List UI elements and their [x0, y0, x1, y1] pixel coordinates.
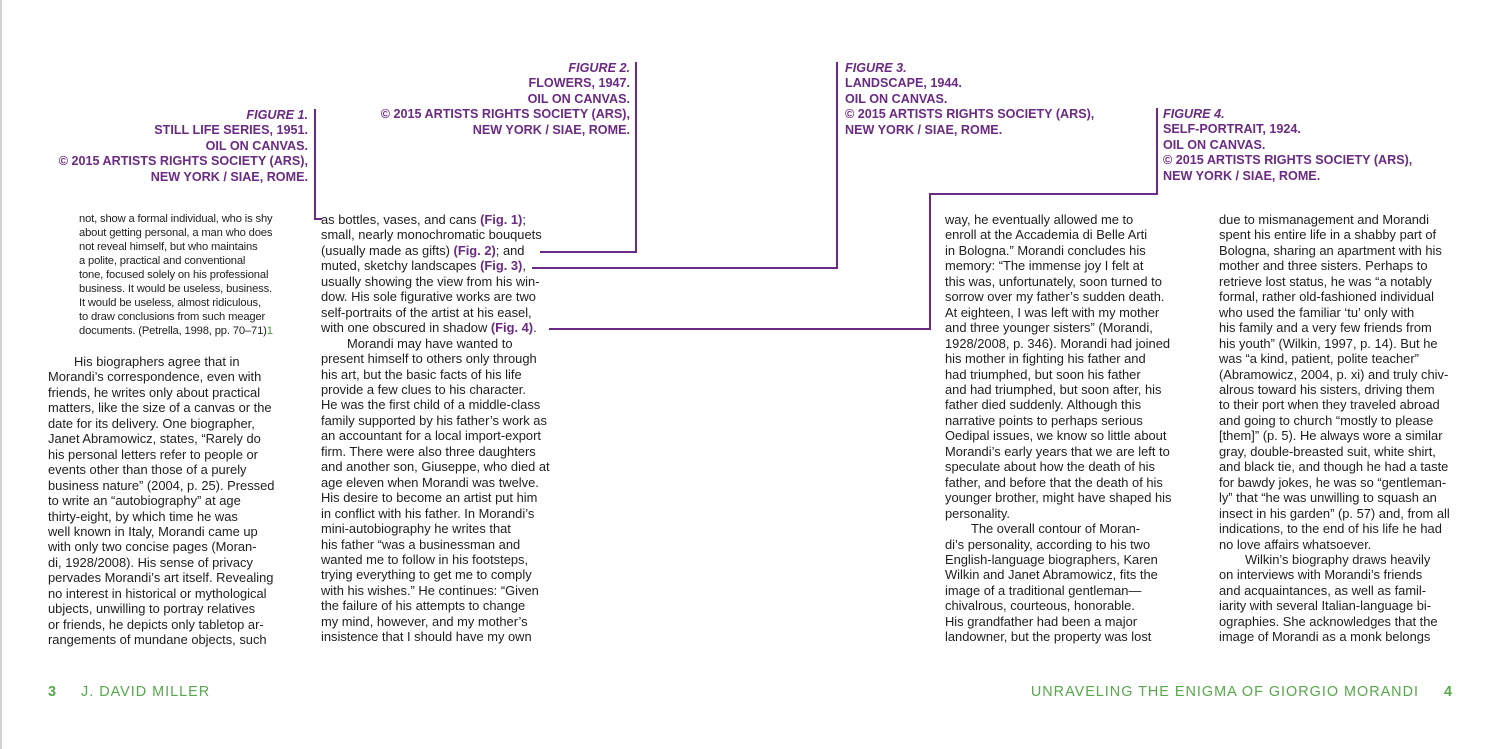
fig-1-reference[interactable]: (Fig. 1): [480, 212, 523, 227]
paragraph-line: memory: “The immense joy I felt at: [945, 258, 1144, 274]
paragraph-line: events other than those of a purely: [48, 462, 247, 478]
page-number-right: 4: [1443, 684, 1452, 700]
paragraph-line: dow. His sole figurative works are two: [321, 289, 536, 305]
figure-4-leader-vertical-caption: [1156, 108, 1158, 195]
paragraph-line: [321, 258, 550, 273]
figure-1-title: STILL LIFE SERIES, 1951.: [154, 123, 308, 138]
paragraph-line: ubjects, unwilling to portray relatives: [48, 601, 256, 617]
paragraph-line: ly” that “he was unwilling to squash an: [1219, 490, 1437, 506]
paragraph-line: narrative points to perhaps serious: [945, 412, 1143, 428]
figure-3-label: FIGURE 3.: [845, 61, 907, 75]
paragraph-line: Wilkin’s biography draws heavily: [1245, 551, 1431, 567]
paragraph-line: and going to church “mostly to please: [1219, 412, 1434, 428]
quote-line: business. It would be useless, business.: [79, 283, 272, 296]
paragraph-line: age eleven when Morandi was twelve.: [321, 474, 539, 490]
figure-3-location: NEW YORK / SIAE, ROME.: [845, 122, 1003, 137]
paragraph-line: and three younger sisters” (Morandi,: [945, 320, 1153, 336]
paragraph-line: his father “was a businessman and: [321, 536, 521, 552]
text-run: as bottles, vases, and cans: [321, 212, 481, 227]
paragraph-line: business nature” (2004, p. 25). Pressed: [48, 477, 275, 493]
figure-4-leader-top: [929, 193, 1158, 195]
paragraph-line: gray, double-breasted suit, white shirt,: [1219, 443, 1436, 459]
paragraph-line: his personal letters refer to people or: [48, 446, 258, 462]
paragraph-line: firm. There were also three daughters: [321, 443, 536, 459]
paragraph-line: spent his entire life in a shabby part of: [1219, 227, 1437, 243]
text-run: .: [533, 320, 537, 336]
paragraph-line: image of a traditional gentleman—: [945, 582, 1142, 598]
quote-line: not reveal himself, but who maintains: [79, 241, 258, 254]
text-run: (usually made as gifts): [321, 242, 454, 258]
text-run: ; and: [495, 242, 525, 258]
paragraph-line: di’s personality, according to his two: [945, 536, 1151, 552]
paragraph-line: sorrow over my father’s sudden death.: [945, 289, 1165, 305]
paragraph-line: self-portraits of the artist at his easel,: [321, 304, 532, 320]
paragraph-line: for bawdy jokes, he was so “gentleman-: [1219, 474, 1447, 490]
paragraph-line: personality.: [945, 505, 1010, 521]
paragraph-line: At eighteen, I was left with my mother: [945, 304, 1160, 320]
paragraph-line: way, he eventually allowed me to: [945, 212, 1134, 227]
paragraph-line: father died suddenly. Although this: [945, 397, 1142, 413]
body-column-2: [321, 212, 550, 645]
page-edge: [0, 0, 2, 749]
paragraph-line: an accountant for a local import-export: [321, 428, 541, 444]
paragraph-line: English-language biographers, Karen: [945, 551, 1158, 567]
paragraph-line: to write an “autobiography” at age: [48, 493, 241, 509]
paragraph-line: his mother in fighting his father and: [945, 351, 1146, 367]
figure-4-location: NEW YORK / SIAE, ROME.: [1163, 168, 1321, 183]
paragraph-line: ographies. She acknowledges that the: [1219, 613, 1438, 629]
paragraph-line: due to mismanagement and Morandi: [1219, 212, 1429, 227]
paragraph-line: well known in Italy, Morandi came up: [48, 523, 258, 539]
paragraph-line: indications, to the end of his life he had: [1219, 521, 1442, 537]
paragraph-line: alrous toward his sisters, driving them: [1219, 381, 1435, 397]
paragraph-line: Morandi may have wanted to: [347, 335, 513, 351]
paragraph-line: his family and a very few friends from: [1219, 320, 1432, 336]
paragraph-line: The overall contour of Moran-: [971, 521, 1141, 537]
paragraph-line: family supported by his father’s work as: [321, 412, 547, 428]
paragraph-line: Morandi’s correspondence, even with: [48, 369, 262, 385]
paragraph-line: chivalrous, courteous, honorable.: [945, 598, 1135, 614]
paragraph-line: trying everything to get me to comply: [321, 567, 532, 583]
quote-citation: documents. (Petrella, 1998, pp. 70–71): [79, 325, 267, 338]
figure-2-medium: OIL ON CANVAS.: [527, 91, 630, 106]
paragraph-line: wanted me to follow in his footsteps,: [321, 551, 529, 567]
figure-3-title: LANDSCAPE, 1944.: [845, 76, 962, 91]
quote-line: tone, focused solely on his professional: [79, 269, 269, 282]
figure-2-leader-vertical: [635, 62, 637, 253]
paragraph-line: father, and before that the death of his: [945, 474, 1163, 490]
paragraph-line: and black tie, and though he had a taste: [1219, 459, 1449, 475]
paragraph-line: on interviews with Morandi’s friends: [1219, 567, 1423, 583]
paragraph-line: in Bologna.” Morandi concludes his: [945, 242, 1146, 258]
body-column-3: [945, 212, 1171, 645]
paragraph-line: no interest in historical or mythological: [48, 585, 267, 601]
paragraph-line: with his wishes.” He continues: “Given: [321, 582, 539, 598]
paragraph-line: thirty-eight, by which time he was: [48, 508, 238, 524]
paragraph-line: in conflict with his father. In Morandi’s: [321, 505, 535, 521]
figure-4-caption: [1163, 107, 1412, 184]
paragraph-line: small, nearly monochromatic bouquets: [321, 227, 542, 243]
text-run: ,: [522, 258, 526, 274]
text-run: with one obscured in shadow: [321, 320, 491, 336]
figure-3-leader-horizontal: [532, 267, 838, 269]
paragraph-line: his art, but the basic facts of his life: [321, 366, 522, 382]
quote-line: not, show a formal individual, who is shy: [79, 213, 273, 225]
paragraph-line: 1928/2008, p. 346). Morandi had joined: [945, 335, 1171, 351]
fig-2-reference[interactable]: (Fig. 2): [453, 242, 496, 258]
paragraph-line: my mind, however, and my mother’s: [321, 613, 528, 629]
figure-2-caption: [381, 61, 630, 138]
figure-4-label: FIGURE 4.: [1163, 107, 1225, 121]
figure-4-leader-bottom: [549, 328, 931, 330]
paragraph-line: iarity with several Italian-language bi-: [1219, 598, 1432, 614]
paragraph-line: and acquaintances, as well as famil-: [1219, 582, 1427, 598]
paragraph-line: Morandi’s early years that we are left to: [945, 443, 1170, 459]
footer-right: [1031, 684, 1452, 700]
paragraph-line: image of Morandi as a monk belongs: [1219, 629, 1431, 645]
figure-2-title: FLOWERS, 1947.: [528, 76, 630, 91]
figure-3-caption: [845, 61, 1094, 138]
paragraph-line: younger brother, might have shaped his: [945, 490, 1172, 506]
paragraph-line: friends, he writes only about practical: [48, 384, 261, 400]
paragraph-line: Oedipal issues, we know so little about: [945, 428, 1167, 444]
paragraph-line: insistence that I should have my own: [321, 629, 532, 645]
paragraph-line: Wilkin and Janet Abramowicz, fits the: [945, 567, 1158, 583]
paragraph-line: His desire to become an artist put him: [321, 490, 538, 506]
paragraph-line: (Abramowicz, 2004, p. xi) and truly chiv-: [1219, 366, 1449, 382]
paragraph-line: Bologna, sharing an apartment with his: [1219, 242, 1442, 258]
paragraph-line: usually showing the view from his win-: [321, 273, 540, 289]
paragraph-line: mother and three sisters. Perhaps to: [1219, 258, 1428, 274]
footnote-marker[interactable]: 1: [266, 325, 273, 338]
body-column-1: [48, 354, 274, 648]
paragraph-line: Janet Abramowicz, states, “Rarely do: [48, 431, 261, 447]
figure-4-rights: © 2015 ARTISTS RIGHTS SOCIETY (ARS),: [1163, 153, 1413, 168]
paragraph-line: mini-autobiography he writes that: [321, 521, 511, 537]
quote-line: to draw conclusions from such meager: [79, 311, 266, 324]
paragraph-line: He was the first child of a middle-class: [321, 397, 541, 413]
paragraph-line: had triumphed, but soon his father: [945, 366, 1141, 382]
paragraph-line: [321, 320, 550, 335]
figure-1-label: FIGURE 1.: [246, 108, 308, 122]
paragraph-line: His biographers agree that in: [74, 354, 240, 369]
figure-2-leader-horizontal: [540, 251, 637, 253]
figure-2-location: NEW YORK / SIAE, ROME.: [472, 122, 630, 137]
paragraph-line: date for its delivery. One biographer,: [48, 415, 255, 431]
figure-2-rights: © 2015 ARTISTS RIGHTS SOCIETY (ARS),: [380, 107, 630, 122]
paragraph-line: His grandfather had been a major: [945, 613, 1138, 629]
text-run: ;: [522, 212, 526, 227]
paragraph-line: pervades Morandi’s art itself. Revealing: [48, 570, 274, 586]
text-run: muted, sketchy landscapes: [321, 258, 481, 274]
fig-3-reference[interactable]: (Fig. 3): [480, 258, 523, 274]
figure-1-leader-vertical: [314, 109, 316, 220]
quote-line-last: [79, 324, 273, 338]
paragraph-line: provide a few clues to his character.: [321, 381, 526, 397]
paragraph-line: di, 1928/2008). His sense of privacy: [48, 554, 253, 570]
figure-4-leader-vertical-body: [929, 193, 931, 330]
paragraph-line: was “a kind, patient, polite teacher”: [1219, 351, 1419, 367]
figure-1-caption: [59, 108, 308, 185]
quote-line: It would be useless, almost ridiculous,: [79, 297, 261, 310]
paragraph-line: insect in his garden” (p. 57) and, from all: [1219, 505, 1450, 521]
figure-1-medium: OIL ON CANVAS.: [205, 138, 308, 153]
paragraph-line: matters, like the size of a canvas or the: [48, 400, 272, 416]
figure-2-label: FIGURE 2.: [568, 61, 630, 75]
paragraph-line: retrieve lost status, he was “a notably: [1219, 273, 1432, 289]
paragraph-line: [321, 212, 550, 227]
paragraph-line: and another son, Giuseppe, who died at: [321, 459, 550, 475]
paragraph-line: the failure of his attempts to change: [321, 598, 526, 614]
figure-1-location: NEW YORK / SIAE, ROME.: [150, 169, 308, 184]
paragraph-line: landowner, but the property was lost: [945, 629, 1152, 645]
paragraph-line: with only two concise pages (Moran-: [48, 539, 257, 555]
paragraph-line: no love affairs whatsoever.: [1219, 536, 1372, 552]
running-head-author: J. DAVID MILLER: [81, 684, 211, 700]
figure-3-leader-vertical: [836, 62, 838, 269]
paragraph-line: his youth” (Wilkin, 1997, p. 14). But he: [1219, 335, 1438, 351]
footer-left: [48, 684, 210, 700]
running-head-title: UNRAVELING THE ENIGMA OF GIORGIO MORANDI: [1030, 684, 1419, 700]
figure-4-medium: OIL ON CANVAS.: [1163, 137, 1266, 152]
quote-line: about getting personal, a man who does: [79, 227, 273, 240]
paragraph-line: or friends, he depicts only tabletop ar-: [48, 616, 264, 632]
paragraph-line: [321, 243, 550, 258]
paragraph-line: rangements of mundane objects, such: [48, 632, 267, 648]
paragraph-line: who used the familiar ‘tu’ only with: [1219, 304, 1415, 320]
page-number-left: 3: [48, 684, 57, 700]
figure-3-medium: OIL ON CANVAS.: [845, 91, 948, 106]
figure-1-rights: © 2015 ARTISTS RIGHTS SOCIETY (ARS),: [58, 154, 308, 169]
figure-4-title: SELF-PORTRAIT, 1924.: [1163, 122, 1301, 137]
block-quote: [79, 212, 273, 338]
paragraph-line: present himself to others only through: [321, 351, 537, 367]
paragraph-line: formal, rather old-fashioned individual: [1219, 289, 1434, 305]
body-column-4: [1219, 212, 1450, 645]
fig-4-reference[interactable]: (Fig. 4): [490, 320, 534, 336]
quote-line: a polite, practical and conventional: [79, 255, 246, 268]
figure-3-rights: © 2015 ARTISTS RIGHTS SOCIETY (ARS),: [845, 107, 1095, 122]
paragraph-line: [them]” (p. 5). He always wore a similar: [1219, 428, 1443, 444]
paragraph-line: enroll at the Accademia di Belle Arti: [945, 227, 1148, 243]
paragraph-line: speculate about how the death of his: [945, 459, 1155, 475]
paragraph-line: and had triumphed, but soon after, his: [945, 381, 1162, 397]
paragraph-line: to their port when they traveled abroad: [1219, 397, 1440, 413]
paragraph-line: this was, unfortunately, soon turned to: [945, 273, 1162, 289]
